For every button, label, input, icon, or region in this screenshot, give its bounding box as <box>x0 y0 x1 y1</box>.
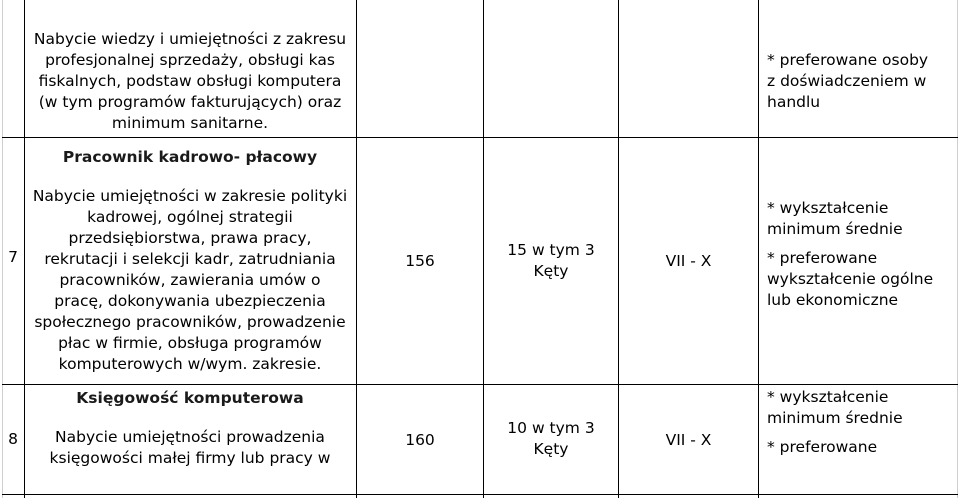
places-line: 15 w tym 3 <box>507 241 595 259</box>
desc-line: Nabycie wiedzy i umiejętności z zakresu <box>33 30 347 48</box>
req-line: lub ekonomiczne <box>767 291 899 309</box>
places-count <box>484 240 618 282</box>
table-border-right <box>957 0 958 498</box>
course-description <box>30 186 350 375</box>
column-divider-4 <box>618 0 619 498</box>
desc-line: rekrutacji i selekcji kadr, zatrudniania <box>44 250 336 268</box>
req-line: minimum średnie <box>767 409 903 427</box>
desc-line: Nabycie umiejętności w zakresie polityki <box>32 187 348 205</box>
req-line: * wykształcenie <box>767 388 889 406</box>
places-line: Kęty <box>533 262 569 280</box>
req-line: minimum średnie <box>767 220 903 238</box>
requirements <box>767 198 953 311</box>
desc-line: Nabycie umiejętności prowadzenia <box>55 428 325 446</box>
places-count <box>484 418 618 460</box>
desc-line: księgowości małej firmy lub pracy w <box>49 449 331 467</box>
course-title: Pracownik kadrowo- płacowy <box>62 148 318 166</box>
desc-line: pracę, dokonywania ubezpieczenia <box>54 292 326 310</box>
table-row-prev-description <box>30 29 350 134</box>
hours-count: 160 <box>405 431 435 449</box>
table-row-prev-requirements <box>767 50 953 113</box>
req-line: handlu <box>767 93 821 111</box>
req-line: z doświadczeniem w <box>767 72 927 90</box>
desc-line: profesjonalnej sprzedaży, obsługi kas <box>45 51 335 69</box>
course-title: Księgowość komputerowa <box>76 389 304 407</box>
hours-count: 156 <box>405 252 435 270</box>
desc-line: pracowników, zawierania umów o <box>59 271 321 289</box>
level-range: VII - X <box>665 252 712 270</box>
req-line: * preferowane <box>767 249 878 267</box>
desc-line: społecznego pracowników, prowadzenie <box>34 313 346 331</box>
column-divider-1 <box>24 0 25 498</box>
column-divider-2 <box>356 0 357 498</box>
row-divider-7-8 <box>2 384 958 385</box>
req-line: * preferowane osoby <box>767 51 929 69</box>
row-number: 7 <box>8 248 18 266</box>
course-description <box>30 427 350 469</box>
places-line: Kęty <box>533 440 569 458</box>
requirements <box>767 387 953 458</box>
desc-line: kadrowej, ogólnej strategii <box>87 208 293 226</box>
level-range: VII - X <box>665 431 712 449</box>
req-line: * wykształcenie <box>767 199 889 217</box>
desc-line: komputerowych w/wym. zakresie. <box>58 355 322 373</box>
desc-line: fiskalnych, podstaw obsługi komputera <box>38 72 342 90</box>
desc-line: (w tym programów fakturujących) oraz <box>38 93 342 111</box>
req-line: wykształcenie ogólne <box>767 270 934 288</box>
places-line: 10 w tym 3 <box>507 419 595 437</box>
desc-line: płac w firmie, obsługa programów <box>58 334 322 352</box>
req-line: * preferowane <box>767 438 878 456</box>
row-divider-prev-7 <box>2 137 958 138</box>
desc-line: minimum sanitarne. <box>111 114 269 132</box>
row-number: 8 <box>8 430 18 448</box>
desc-line: przedsiębiorstwa, prawa pracy, <box>68 229 312 247</box>
column-divider-5 <box>758 0 759 498</box>
table-bottom-border <box>2 494 958 495</box>
